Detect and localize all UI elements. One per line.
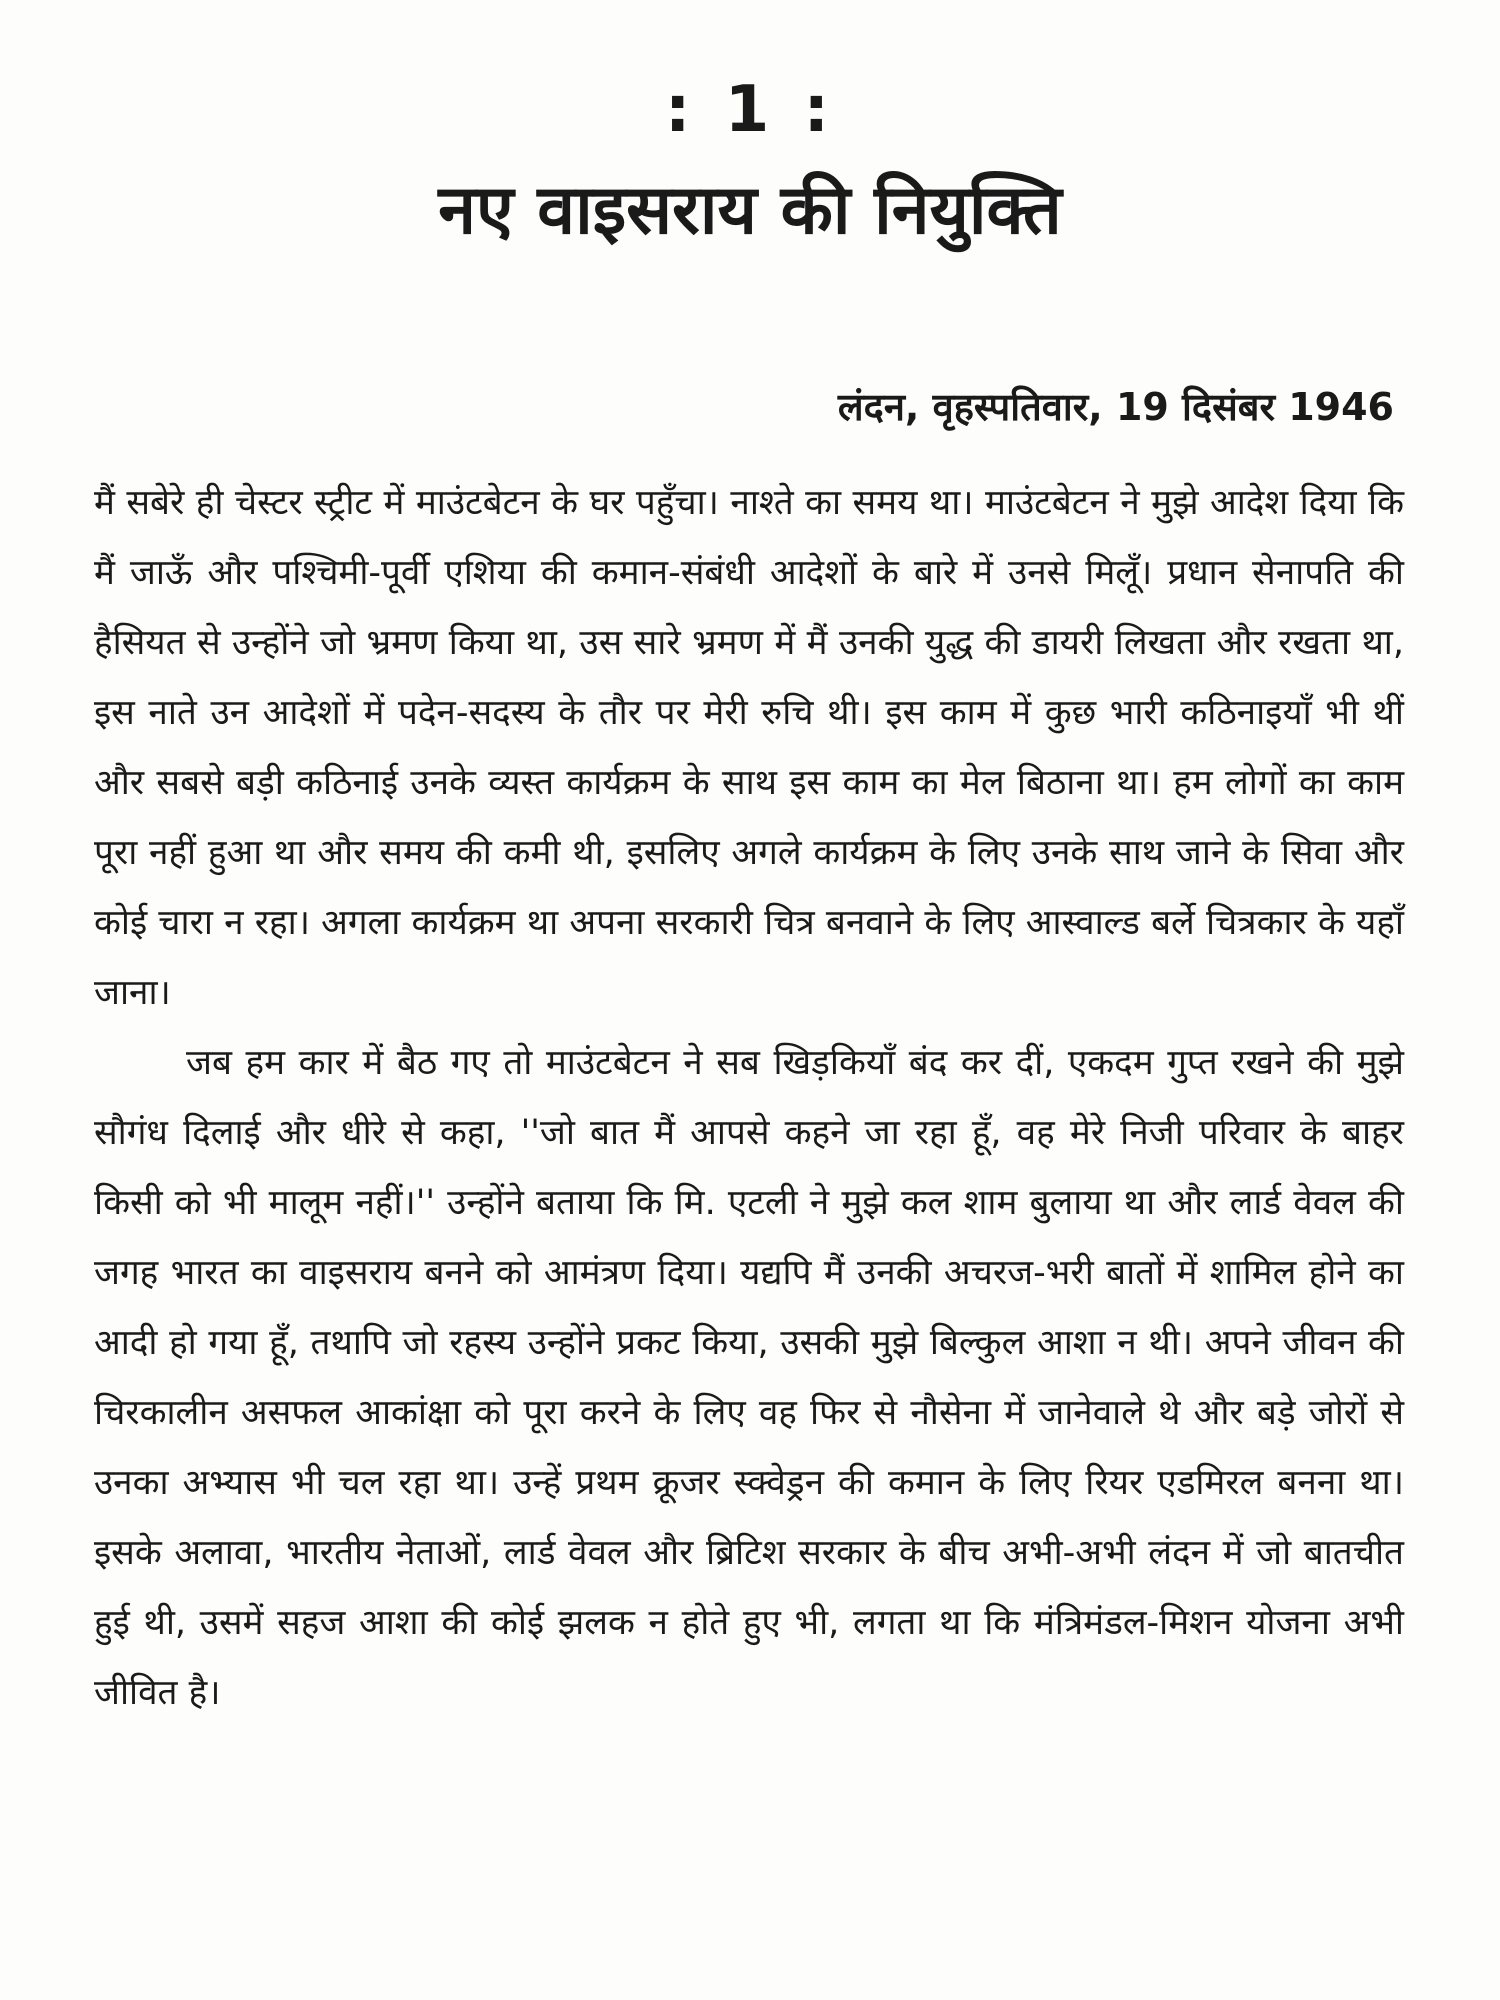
dateline: लंदन, वृहस्पतिवार, 19 दिसंबर 1946	[837, 385, 1394, 429]
paragraph-2: जब हम कार में बैठ गए तो माउंटबेटन ने सब खिड़कियाँ बंद कर दीं, एकदम गुप्त रखने की मुझे सौगंध दिलाई और धीरे से कहा, ''जो बात मैं आपसे कहने जा रहा हूँ, वह मेरे निजी परिवार के बाहर किसी को भी मालूम नहीं।'' उन्होंने बताया कि मि. एटली ने मुझे कल शाम बुलाया था और लार्ड वेवल की जगह भारत का वाइसराय बनने को आमंत्रण दिया। यद्यपि मैं उनकी अचरज-भरी बातों में शामिल होने का आदी हो गया हूँ, तथापि जो रहस्य उन्होंने प्रकट किया, उसकी मुझे बिल्कुल आशा न थी। अपने जीवन की चिरकालीन असफल आकांक्षा को पूरा करने के लिए वह फिर से नौसेना में जानेवाले थे और बड़े जोरों से उनका अभ्यास भी चल रहा था। उन्हें प्रथम क्रूजर स्क्वेड्रन की कमान के लिए रियर एडमिरल बनना था। इसके अलावा, भारतीय नेताओं, लार्ड वेवल और ब्रिटिश सरकार के बीच अभी-अभी लंदन में जो बातचीत हुई थी, उसमें सहज आशा की कोई झलक न होते हुए भी, लगता था कि मंत्रिमंडल-मिशन योजना अभी जीवित है।	[94, 1043, 1404, 1713]
chapter-title: नए वाइसराय की नियुक्ति	[438, 171, 1062, 250]
paragraph-1: मैं सबेरे ही चेस्टर स्ट्रीट में माउंटबेटन के घर पहुँचा। नाश्ते का समय था। माउंटबेटन ने मुझे आदेश दिया कि मैं जाऊँ और पश्चिमी-पूर्वी एशिया की कमान-संबंधी आदेशों के बारे में उनसे मिलूँ। प्रधान सेनापति की हैसियत से उन्होंने जो भ्रमण किया था, उस सारे भ्रमण में मैं उनकी युद्ध की डायरी लिखता और रखता था, इस नाते उन आदेशों में पदेन-सदस्य के तौर पर मेरी रुचि थी। इस काम में कुछ भारी कठिनाइयाँ भी थीं और सबसे बड़ी कठिनाई उनके व्यस्त कार्यक्रम के साथ इस काम का मेल बिठाना था। हम लोगों का काम पूरा नहीं हुआ था और समय की कमी थी, इसलिए अगले कार्यक्रम के लिए उनके साथ जाने के सिवा और कोई चारा न रहा। अगला कार्यक्रम था अपना सरकारी चित्र बनवाने के लिए आस्वाल्ड बर्ले चित्रकार के यहाँ जाना।	[94, 483, 1404, 1013]
chapter-number: : 1 :	[664, 73, 836, 147]
body-text	[94, 468, 1404, 1728]
